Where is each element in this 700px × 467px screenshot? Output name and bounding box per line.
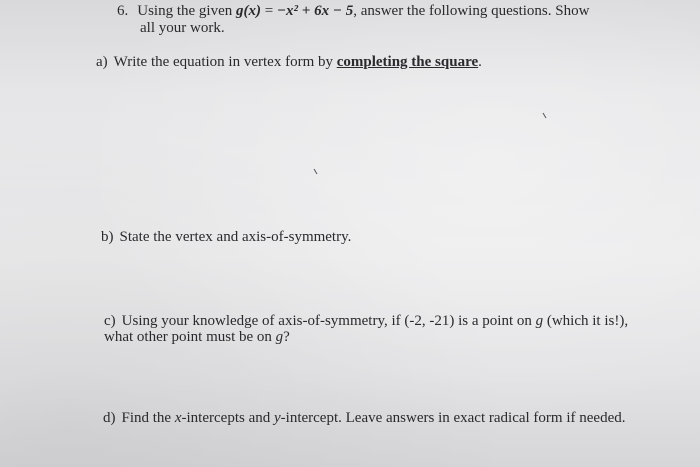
part-d-label: d) — [103, 410, 116, 426]
part-a — [96, 53, 482, 71]
function-expression: −x² + 6x − 5 — [276, 3, 354, 19]
part-d — [103, 409, 625, 427]
part-a-label: a) — [96, 54, 108, 70]
part-b-label: b) — [101, 229, 114, 245]
part-c-line2-end: ? — [283, 329, 290, 345]
part-d-text-start: Find the — [121, 410, 175, 426]
part-a-text: Write the equation in vertex form by — [113, 54, 337, 70]
part-a-end: . — [478, 54, 482, 70]
part-b-text: State the vertex and axis-of-symmetry. — [119, 229, 352, 245]
question-intro-end: , answer the following questions. Show — [353, 3, 590, 19]
part-c-line-2 — [104, 328, 290, 346]
part-c-line2-start: what other point must be on — [104, 329, 276, 345]
part-d-var-x: x — [174, 410, 182, 426]
pen-mark — [312, 168, 320, 178]
function-equals: = — [261, 3, 277, 19]
part-c-label: c) — [104, 313, 116, 329]
part-d-text-end: -intercept. Leave answers in exact radical form if needed. — [280, 410, 626, 426]
part-c-line1-start: Using your knowledge of axis-of-symmetry, if (-2, -21) is a point on — [121, 313, 536, 329]
question-number: 6. — [117, 3, 129, 19]
part-a-emphasis: completing the square — [336, 54, 479, 70]
question-intro-start: Using the given — [137, 3, 236, 19]
part-d-text-mid: -intercepts and — [181, 410, 274, 426]
part-b — [101, 228, 351, 246]
question-intro-line2: all your work. — [140, 20, 225, 36]
question-6-line-1 — [117, 2, 589, 20]
part-c-line1-end: (which it is!), — [543, 313, 629, 329]
part-d-var-y: y — [273, 410, 281, 426]
function-name: g(x) — [236, 3, 261, 19]
question-6-line-2 — [140, 19, 225, 37]
part-c-line1-var: g — [535, 313, 544, 329]
part-c-line2-var: g — [275, 329, 284, 345]
pen-mark — [541, 112, 549, 122]
